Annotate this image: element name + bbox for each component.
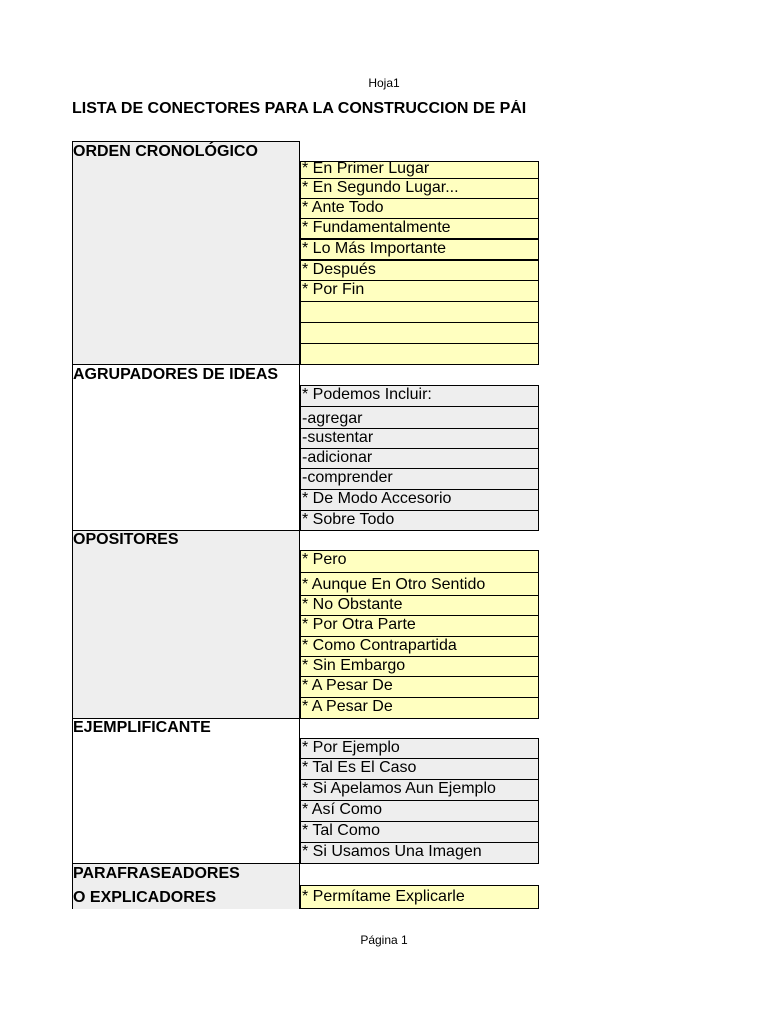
section-label-opositores: [72, 530, 300, 719]
connector-cell[interactable]: * En Segundo Lugar...: [300, 178, 539, 199]
section-label-ejemplificante: [72, 718, 300, 864]
section-label-agrupadores: [72, 364, 300, 531]
connector-cell[interactable]: * Si Apelamos Aun Ejemplo: [300, 779, 539, 801]
connector-cell[interactable]: -agregar: [300, 406, 539, 429]
section-label-text: PARAFRASEADORES: [73, 865, 240, 882]
connector-cell[interactable]: * En Primer Lugar: [300, 161, 539, 179]
section-label-text: O EXPLICADORES: [73, 889, 217, 906]
connector-cell[interactable]: * Lo Más Importante: [300, 239, 539, 260]
connector-cell[interactable]: * De Modo Accesorio: [300, 489, 539, 511]
connector-cell-empty[interactable]: [300, 343, 539, 365]
connector-cell[interactable]: * Si Usamos Una Imagen: [300, 842, 539, 864]
connector-cell[interactable]: * No Obstante: [300, 595, 539, 616]
section-label-text: AGRUPADORES DE IDEAS: [73, 366, 279, 383]
connector-cell[interactable]: * Por Fin: [300, 280, 539, 302]
connector-cell[interactable]: * Aunque En Otro Sentido: [300, 572, 539, 596]
connector-cell[interactable]: * A Pesar De: [300, 676, 539, 698]
document-title: LISTA DE CONECTORES PARA LA CONSTRUCCION DE PÁI: [72, 100, 527, 117]
connector-cell[interactable]: * Por Otra Parte: [300, 615, 539, 637]
connector-cell[interactable]: * Después: [300, 260, 539, 281]
connector-cell[interactable]: * Permítame Explicarle: [300, 885, 539, 909]
section-label-parafraseadores: [72, 863, 300, 909]
connector-cell[interactable]: * A Pesar De: [300, 697, 539, 719]
sheet-name: Hoja1: [368, 76, 400, 90]
section-label-text: EJEMPLIFICANTE: [73, 719, 211, 736]
connector-cell[interactable]: * Fundamentalmente: [300, 218, 539, 239]
connector-cell-empty[interactable]: [300, 301, 539, 323]
section-label-orden-cronologico: [72, 141, 300, 365]
connector-cell[interactable]: * Sin Embargo: [300, 656, 539, 677]
connector-cell[interactable]: * Ante Todo: [300, 198, 539, 219]
connector-cell[interactable]: -adicionar: [300, 448, 539, 469]
page-footer: Página 1: [360, 933, 408, 947]
connector-cell[interactable]: * Por Ejemplo: [300, 738, 539, 759]
connector-cell[interactable]: * Podemos Incluir:: [300, 385, 539, 407]
connector-cell[interactable]: -comprender: [300, 468, 539, 490]
connector-cell[interactable]: * Sobre Todo: [300, 510, 539, 531]
connector-cell[interactable]: * Pero: [300, 550, 539, 573]
connector-cell[interactable]: * Tal Es El Caso: [300, 758, 539, 780]
connector-cell[interactable]: * Como Contrapartida: [300, 636, 539, 657]
section-label-text: ORDEN CRONOLÓGICO: [73, 143, 258, 160]
connector-cell-empty[interactable]: [300, 322, 539, 344]
connector-cell[interactable]: * Así Como: [300, 800, 539, 822]
connector-cell[interactable]: * Tal Como: [300, 821, 539, 843]
connector-cell[interactable]: -sustentar: [300, 428, 539, 449]
section-label-text: OPOSITORES: [73, 531, 179, 548]
